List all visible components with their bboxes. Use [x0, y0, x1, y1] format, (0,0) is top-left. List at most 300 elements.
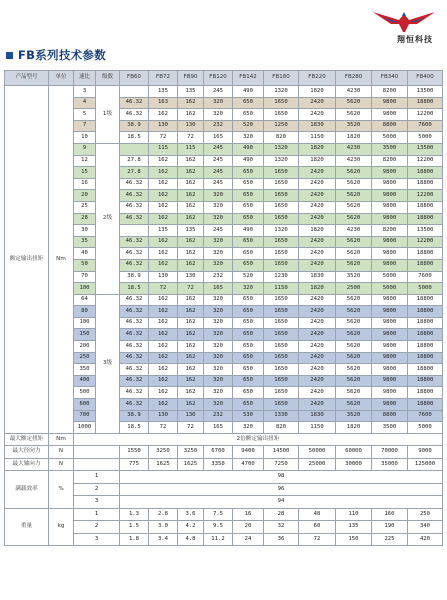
value-cell: 162	[178, 201, 204, 213]
max-axial-unit: N	[49, 458, 74, 471]
value-cell: 320	[233, 132, 264, 144]
ratio-cell: 1000	[74, 422, 96, 434]
value-cell: 125000	[408, 458, 443, 471]
value-cell: 320	[204, 329, 233, 341]
value-cell: 9800	[372, 201, 408, 213]
value-cell: 9.5	[204, 521, 233, 534]
value-cell: 5000	[408, 132, 443, 144]
value-cell: 18800	[408, 317, 443, 329]
value-cell: 115	[149, 143, 178, 155]
value-cell: 16	[233, 508, 264, 521]
value-cell: 320	[233, 283, 264, 295]
value-cell: 9800	[372, 306, 408, 318]
value-cell: 72	[149, 132, 178, 144]
stage-label: 1级	[96, 86, 120, 144]
value-cell: 650	[233, 341, 264, 353]
ratio-cell: 4	[74, 97, 96, 109]
value-cell: 5000	[372, 271, 408, 283]
value-cell: 2420	[299, 306, 336, 318]
value-cell: 162	[178, 352, 204, 364]
value-cell: 8800	[372, 410, 408, 422]
title-bullet-icon	[6, 52, 13, 59]
value-cell: 162	[149, 341, 178, 353]
value-cell: 2420	[299, 317, 336, 329]
value-cell: 162	[178, 387, 204, 399]
value-cell: 320	[204, 236, 233, 248]
max-torque-label: 最大额定扭矩	[5, 433, 49, 446]
value-cell: 650	[233, 213, 264, 225]
value-cell: 5620	[336, 294, 372, 306]
value-cell: 3.0	[149, 521, 178, 534]
value-cell: 5620	[336, 248, 372, 260]
value-cell	[120, 225, 149, 237]
value-cell: 1650	[264, 375, 299, 387]
ratio-cell: 80	[74, 306, 96, 318]
value-cell: 25000	[299, 458, 336, 471]
value-cell: 46.32	[120, 364, 149, 376]
value-cell: 4700	[233, 458, 264, 471]
value-cell: 5620	[336, 259, 372, 271]
value-cell: 1650	[264, 294, 299, 306]
table-row	[5, 446, 443, 459]
value-cell: 18800	[408, 364, 443, 376]
value-cell: 1820	[336, 422, 372, 434]
value-cell: 38.9	[120, 271, 149, 283]
value-cell: 3250	[178, 446, 204, 459]
efficiency-value: 98	[120, 471, 443, 484]
value-cell: 27.8	[120, 167, 149, 179]
value-cell: 162	[178, 341, 204, 353]
value-cell: 775	[120, 458, 149, 471]
value-cell: 9000	[408, 446, 443, 459]
stage-label: 2级	[96, 143, 120, 294]
value-cell: 650	[233, 190, 264, 202]
ratio-cell: 15	[74, 167, 96, 179]
ratio-cell: 9	[74, 143, 96, 155]
ratio-cell: 500	[74, 387, 96, 399]
value-cell: 5620	[336, 178, 372, 190]
value-cell: 72	[149, 283, 178, 295]
value-cell: 18800	[408, 375, 443, 387]
value-cell: 650	[233, 248, 264, 260]
value-cell: 490	[233, 155, 264, 167]
spacer-cell	[74, 458, 120, 471]
value-cell: 7600	[408, 271, 443, 283]
value-cell: 60	[299, 521, 336, 534]
value-cell: 165	[204, 283, 233, 295]
value-cell: 38.9	[120, 410, 149, 422]
value-cell: 1625	[178, 458, 204, 471]
value-cell: 165	[204, 132, 233, 144]
value-cell: 9800	[372, 329, 408, 341]
value-cell: 4230	[336, 86, 372, 98]
ratio-cell: 350	[74, 364, 96, 376]
value-cell: 1.5	[120, 521, 149, 534]
value-cell: 245	[204, 143, 233, 155]
stage-number: 1	[74, 508, 120, 521]
value-cell: 650	[233, 201, 264, 213]
ratio-cell: 7	[74, 120, 96, 132]
value-cell: 1650	[264, 306, 299, 318]
rated-torque-unit: Nm	[49, 86, 74, 434]
value-cell: 2420	[299, 387, 336, 399]
value-cell: 162	[178, 364, 204, 376]
value-cell: 320	[204, 399, 233, 411]
ratio-cell: 100	[74, 317, 96, 329]
efficiency-value: 94	[120, 496, 443, 509]
value-cell: 320	[204, 352, 233, 364]
value-cell: 650	[233, 399, 264, 411]
value-cell: 3.6	[178, 508, 204, 521]
value-cell: 9800	[372, 341, 408, 353]
value-cell: 232	[204, 120, 233, 132]
value-cell	[120, 143, 149, 155]
value-cell: 162	[149, 352, 178, 364]
value-cell: 162	[149, 259, 178, 271]
value-cell: 1820	[299, 225, 336, 237]
value-cell: 13500	[408, 225, 443, 237]
value-cell: 1650	[264, 341, 299, 353]
value-cell: 225	[372, 533, 408, 546]
value-cell: 1650	[264, 259, 299, 271]
value-cell: 320	[204, 97, 233, 109]
column-header: FB142	[233, 71, 264, 86]
value-cell: 1820	[336, 132, 372, 144]
value-cell: 72	[149, 422, 178, 434]
value-cell: 28	[264, 508, 299, 521]
value-cell: 2420	[299, 167, 336, 179]
value-cell: 20	[233, 521, 264, 534]
value-cell: 162	[178, 329, 204, 341]
ratio-cell: 25	[74, 201, 96, 213]
value-cell: 46.32	[120, 306, 149, 318]
value-cell: 7.5	[204, 508, 233, 521]
column-header: 级数	[96, 71, 120, 86]
value-cell: 162	[149, 399, 178, 411]
value-cell: 320	[204, 190, 233, 202]
value-cell: 1650	[264, 213, 299, 225]
value-cell: 1650	[264, 248, 299, 260]
ratio-cell: 700	[74, 410, 96, 422]
value-cell: 46.32	[120, 259, 149, 271]
value-cell: 5620	[336, 97, 372, 109]
value-cell: 12200	[408, 155, 443, 167]
spacer-cell	[74, 446, 120, 459]
max-radial-unit: N	[49, 446, 74, 459]
value-cell: 2420	[299, 109, 336, 121]
value-cell: 2420	[299, 213, 336, 225]
value-cell: 820	[264, 132, 299, 144]
value-cell: 60000	[336, 446, 372, 459]
value-cell: 130	[178, 271, 204, 283]
value-cell: 5620	[336, 306, 372, 318]
value-cell: 1650	[264, 97, 299, 109]
value-cell: 1650	[264, 178, 299, 190]
max-torque-unit: Nm	[49, 433, 74, 446]
value-cell: 46.32	[120, 387, 149, 399]
ratio-cell: 35	[74, 236, 96, 248]
value-cell: 7250	[264, 458, 299, 471]
value-cell: 3500	[372, 143, 408, 155]
value-cell: 5620	[336, 167, 372, 179]
ratio-cell: 250	[74, 352, 96, 364]
ratio-cell: 400	[74, 375, 96, 387]
value-cell: 5000	[408, 422, 443, 434]
value-cell: 5620	[336, 109, 372, 121]
value-cell: 1820	[299, 143, 336, 155]
value-cell: 162	[178, 236, 204, 248]
value-cell: 4230	[336, 225, 372, 237]
value-cell: 130	[149, 410, 178, 422]
efficiency-unit: %	[49, 471, 74, 509]
value-cell: 5620	[336, 399, 372, 411]
value-cell: 245	[204, 155, 233, 167]
value-cell: 3250	[149, 446, 178, 459]
value-cell: 48	[299, 508, 336, 521]
value-cell: 5620	[336, 213, 372, 225]
value-cell: 245	[204, 167, 233, 179]
column-header: FB400	[408, 71, 443, 86]
value-cell: 46.32	[120, 375, 149, 387]
value-cell: 320	[204, 259, 233, 271]
value-cell: 9800	[372, 375, 408, 387]
value-cell: 162	[149, 190, 178, 202]
value-cell: 46.32	[120, 341, 149, 353]
spec-table	[4, 70, 443, 546]
value-cell: 18800	[408, 97, 443, 109]
value-cell: 3.4	[149, 533, 178, 546]
value-cell: 46.32	[120, 97, 149, 109]
column-header: 速比	[74, 71, 96, 86]
value-cell: 162	[178, 155, 204, 167]
stage-label: 3级	[96, 294, 120, 433]
value-cell: 5620	[336, 364, 372, 376]
value-cell: 162	[149, 317, 178, 329]
value-cell: 30000	[336, 458, 372, 471]
value-cell: 162	[178, 178, 204, 190]
stage-number: 1	[74, 471, 120, 484]
value-cell: 650	[233, 329, 264, 341]
value-cell: 1650	[264, 190, 299, 202]
value-cell: 1625	[149, 458, 178, 471]
stage-number: 3	[74, 496, 120, 509]
value-cell: 46.32	[120, 248, 149, 260]
value-cell: 650	[233, 178, 264, 190]
value-cell: 320	[204, 109, 233, 121]
value-cell: 162	[178, 399, 204, 411]
value-cell: 18800	[408, 248, 443, 260]
weight-unit: kg	[49, 508, 74, 546]
value-cell: 9800	[372, 213, 408, 225]
value-cell: 18800	[408, 201, 443, 213]
value-cell: 650	[233, 236, 264, 248]
value-cell: 190	[372, 521, 408, 534]
value-cell: 1650	[264, 364, 299, 376]
value-cell: 162	[178, 190, 204, 202]
value-cell: 162	[149, 109, 178, 121]
value-cell: 162	[178, 317, 204, 329]
table-row	[5, 471, 443, 484]
brand-name: 翔恒科技	[397, 35, 433, 44]
value-cell: 8800	[372, 120, 408, 132]
weight-label: 重量	[5, 508, 49, 546]
value-cell: 1550	[120, 446, 149, 459]
ratio-cell: 600	[74, 399, 96, 411]
value-cell: 130	[149, 120, 178, 132]
value-cell: 72	[178, 283, 204, 295]
max-radial-label: 最大径向力	[5, 446, 49, 459]
value-cell: 320	[204, 375, 233, 387]
value-cell: 162	[178, 109, 204, 121]
value-cell: 650	[233, 375, 264, 387]
column-header: 单位	[49, 71, 74, 86]
value-cell: 18800	[408, 387, 443, 399]
value-cell: 7600	[408, 120, 443, 132]
value-cell: 162	[149, 213, 178, 225]
value-cell: 9800	[372, 352, 408, 364]
value-cell: 2.8	[149, 508, 178, 521]
value-cell: 163	[149, 97, 178, 109]
value-cell: 115	[178, 143, 204, 155]
value-cell: 18.5	[120, 283, 149, 295]
ratio-cell: 12	[74, 155, 96, 167]
value-cell: 1320	[264, 86, 299, 98]
value-cell: 162	[149, 178, 178, 190]
table-row	[5, 458, 443, 471]
stage-number: 2	[74, 521, 120, 534]
value-cell: 5620	[336, 387, 372, 399]
value-cell: 162	[178, 213, 204, 225]
value-cell: 135	[149, 225, 178, 237]
page-title: FB系列技术参数	[18, 48, 107, 62]
value-cell: 2420	[299, 329, 336, 341]
value-cell: 1650	[264, 236, 299, 248]
ratio-cell: 3	[74, 86, 96, 98]
value-cell: 9800	[372, 364, 408, 376]
value-cell: 245	[204, 225, 233, 237]
value-cell: 320	[204, 317, 233, 329]
value-cell: 1320	[264, 155, 299, 167]
value-cell: 5620	[336, 352, 372, 364]
value-cell: 5000	[408, 283, 443, 295]
value-cell: 18800	[408, 399, 443, 411]
ratio-cell: 70	[74, 271, 96, 283]
value-cell: 320	[233, 422, 264, 434]
value-cell: 162	[149, 364, 178, 376]
section-title	[6, 47, 106, 63]
value-cell: 12200	[408, 236, 443, 248]
value-cell: 4.8	[178, 533, 204, 546]
value-cell: 18800	[408, 178, 443, 190]
value-cell: 520	[233, 271, 264, 283]
value-cell: 46.32	[120, 352, 149, 364]
value-cell: 1830	[299, 271, 336, 283]
value-cell: 5620	[336, 190, 372, 202]
value-cell: 650	[233, 306, 264, 318]
max-axial-label: 最大轴向力	[5, 458, 49, 471]
value-cell: 8200	[372, 225, 408, 237]
value-cell: 3520	[336, 271, 372, 283]
value-cell: 18800	[408, 167, 443, 179]
value-cell: 1820	[299, 155, 336, 167]
value-cell: 1250	[264, 120, 299, 132]
ratio-cell: 16	[74, 178, 96, 190]
value-cell: 8200	[372, 86, 408, 98]
value-cell: 320	[204, 201, 233, 213]
value-cell: 6700	[204, 446, 233, 459]
value-cell: 1820	[299, 86, 336, 98]
value-cell: 162	[149, 329, 178, 341]
value-cell: 162	[149, 387, 178, 399]
value-cell: 5620	[336, 317, 372, 329]
value-cell: 9800	[372, 190, 408, 202]
stage-number: 3	[74, 533, 120, 546]
ratio-cell: 64	[74, 294, 96, 306]
value-cell: 5620	[336, 236, 372, 248]
value-cell	[120, 86, 149, 98]
value-cell: 2420	[299, 259, 336, 271]
column-header: 产品型号	[5, 71, 49, 86]
value-cell: 9800	[372, 317, 408, 329]
column-header: FB340	[372, 71, 408, 86]
value-cell: 46.32	[120, 213, 149, 225]
value-cell: 165	[204, 422, 233, 434]
value-cell: 46.32	[120, 201, 149, 213]
value-cell: 150	[336, 533, 372, 546]
value-cell: 12200	[408, 190, 443, 202]
value-cell: 1.8	[120, 533, 149, 546]
value-cell: 12200	[408, 109, 443, 121]
value-cell: 1650	[264, 387, 299, 399]
value-cell: 5620	[336, 201, 372, 213]
value-cell: 1650	[264, 201, 299, 213]
value-cell: 2420	[299, 248, 336, 260]
value-cell: 530	[233, 410, 264, 422]
value-cell: 2420	[299, 190, 336, 202]
value-cell: 3520	[336, 120, 372, 132]
value-cell: 2420	[299, 399, 336, 411]
value-cell: 650	[233, 387, 264, 399]
value-cell: 2420	[299, 341, 336, 353]
value-cell: 1320	[264, 225, 299, 237]
value-cell: 130	[149, 271, 178, 283]
value-cell: 46.32	[120, 236, 149, 248]
value-cell: 1650	[264, 109, 299, 121]
value-cell: 162	[178, 259, 204, 271]
value-cell: 27.8	[120, 155, 149, 167]
value-cell: 5620	[336, 375, 372, 387]
value-cell: 72	[178, 422, 204, 434]
value-cell: 46.32	[120, 190, 149, 202]
value-cell: 50000	[299, 446, 336, 459]
value-cell: 130	[178, 120, 204, 132]
value-cell: 320	[204, 387, 233, 399]
stage-number: 2	[74, 483, 120, 496]
value-cell: 1230	[264, 271, 299, 283]
value-cell: 162	[178, 306, 204, 318]
value-cell: 650	[233, 167, 264, 179]
value-cell: 9800	[372, 236, 408, 248]
value-cell: 9800	[372, 97, 408, 109]
value-cell: 18800	[408, 352, 443, 364]
value-cell: 650	[233, 317, 264, 329]
column-header: FB280	[336, 71, 372, 86]
value-cell: 9800	[372, 399, 408, 411]
value-cell: 162	[149, 248, 178, 260]
value-cell: 162	[178, 167, 204, 179]
value-cell: 46.32	[120, 294, 149, 306]
value-cell: 2420	[299, 375, 336, 387]
